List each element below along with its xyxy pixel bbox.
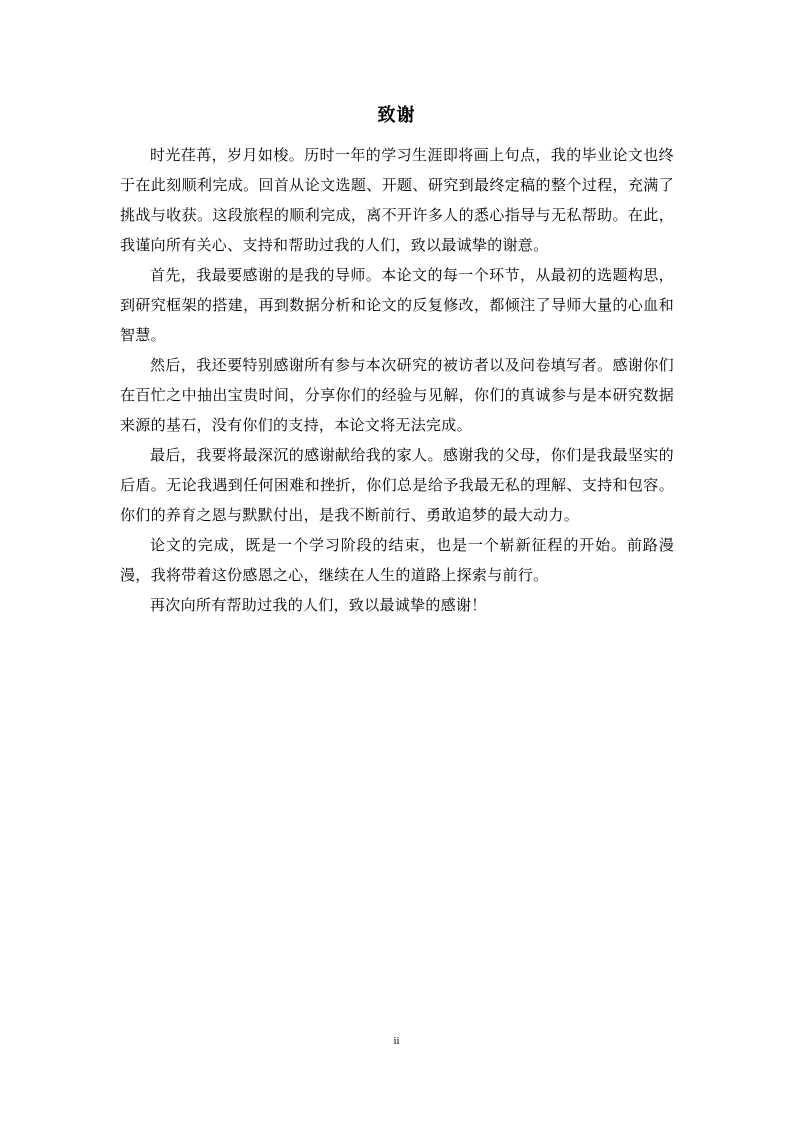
paragraph-family: 最后，我要将最深沉的感谢献给我的家人。感谢我的父母，你们是我最坚实的后盾。无论我遇到任何困难和挫折，你们总是给予我最无私的理解、支持和包容。你们的养育之恩与默默付出，是我不断前行、勇敢追梦的最大动力。	[120, 446, 674, 524]
paragraph-closing: 再次向所有帮助过我的人们，致以最诚挚的感谢！	[150, 596, 487, 614]
paragraph-participants: 然后，我还要特别感谢所有参与本次研究的被访者以及问卷填写者。感谢你们在百忙之中抽出宝贵时间，分享你们的经验与见解，你们的真诚参与是本研究数据来源的基石，没有你们的支持，本论文将无法完成。	[120, 356, 674, 434]
paragraph-advisor: 首先，我最要感谢的是我的导师。本论文的每一个环节，从最初的选题构思，到研究框架的搭建，再到数据分析和论文的反复修改，都倾注了导师大量的心血和智慧。	[120, 266, 674, 344]
acknowledgement-body	[120, 140, 674, 620]
paragraph-intro: 时光荏苒，岁月如梭。历时一年的学习生涯即将画上句点，我的毕业论文也终于在此刻顺利完成。回首从论文选题、开题、研究到最终定稿的整个过程，充满了挑战与收获。这段旅程的顺利完成，离不开许多人的悉心指导与无私帮助。在此，我谨向所有关心、支持和帮助过我的人们，致以最诚挚的谢意。	[120, 146, 674, 254]
paragraph-future: 论文的完成，既是一个学习阶段的结束，也是一个崭新征程的开始。前路漫漫，我将带着这份感恩之心，继续在人生的道路上探索与前行。	[120, 536, 674, 584]
page-number: ii	[393, 1035, 400, 1047]
page-title: 致谢	[377, 105, 416, 126]
